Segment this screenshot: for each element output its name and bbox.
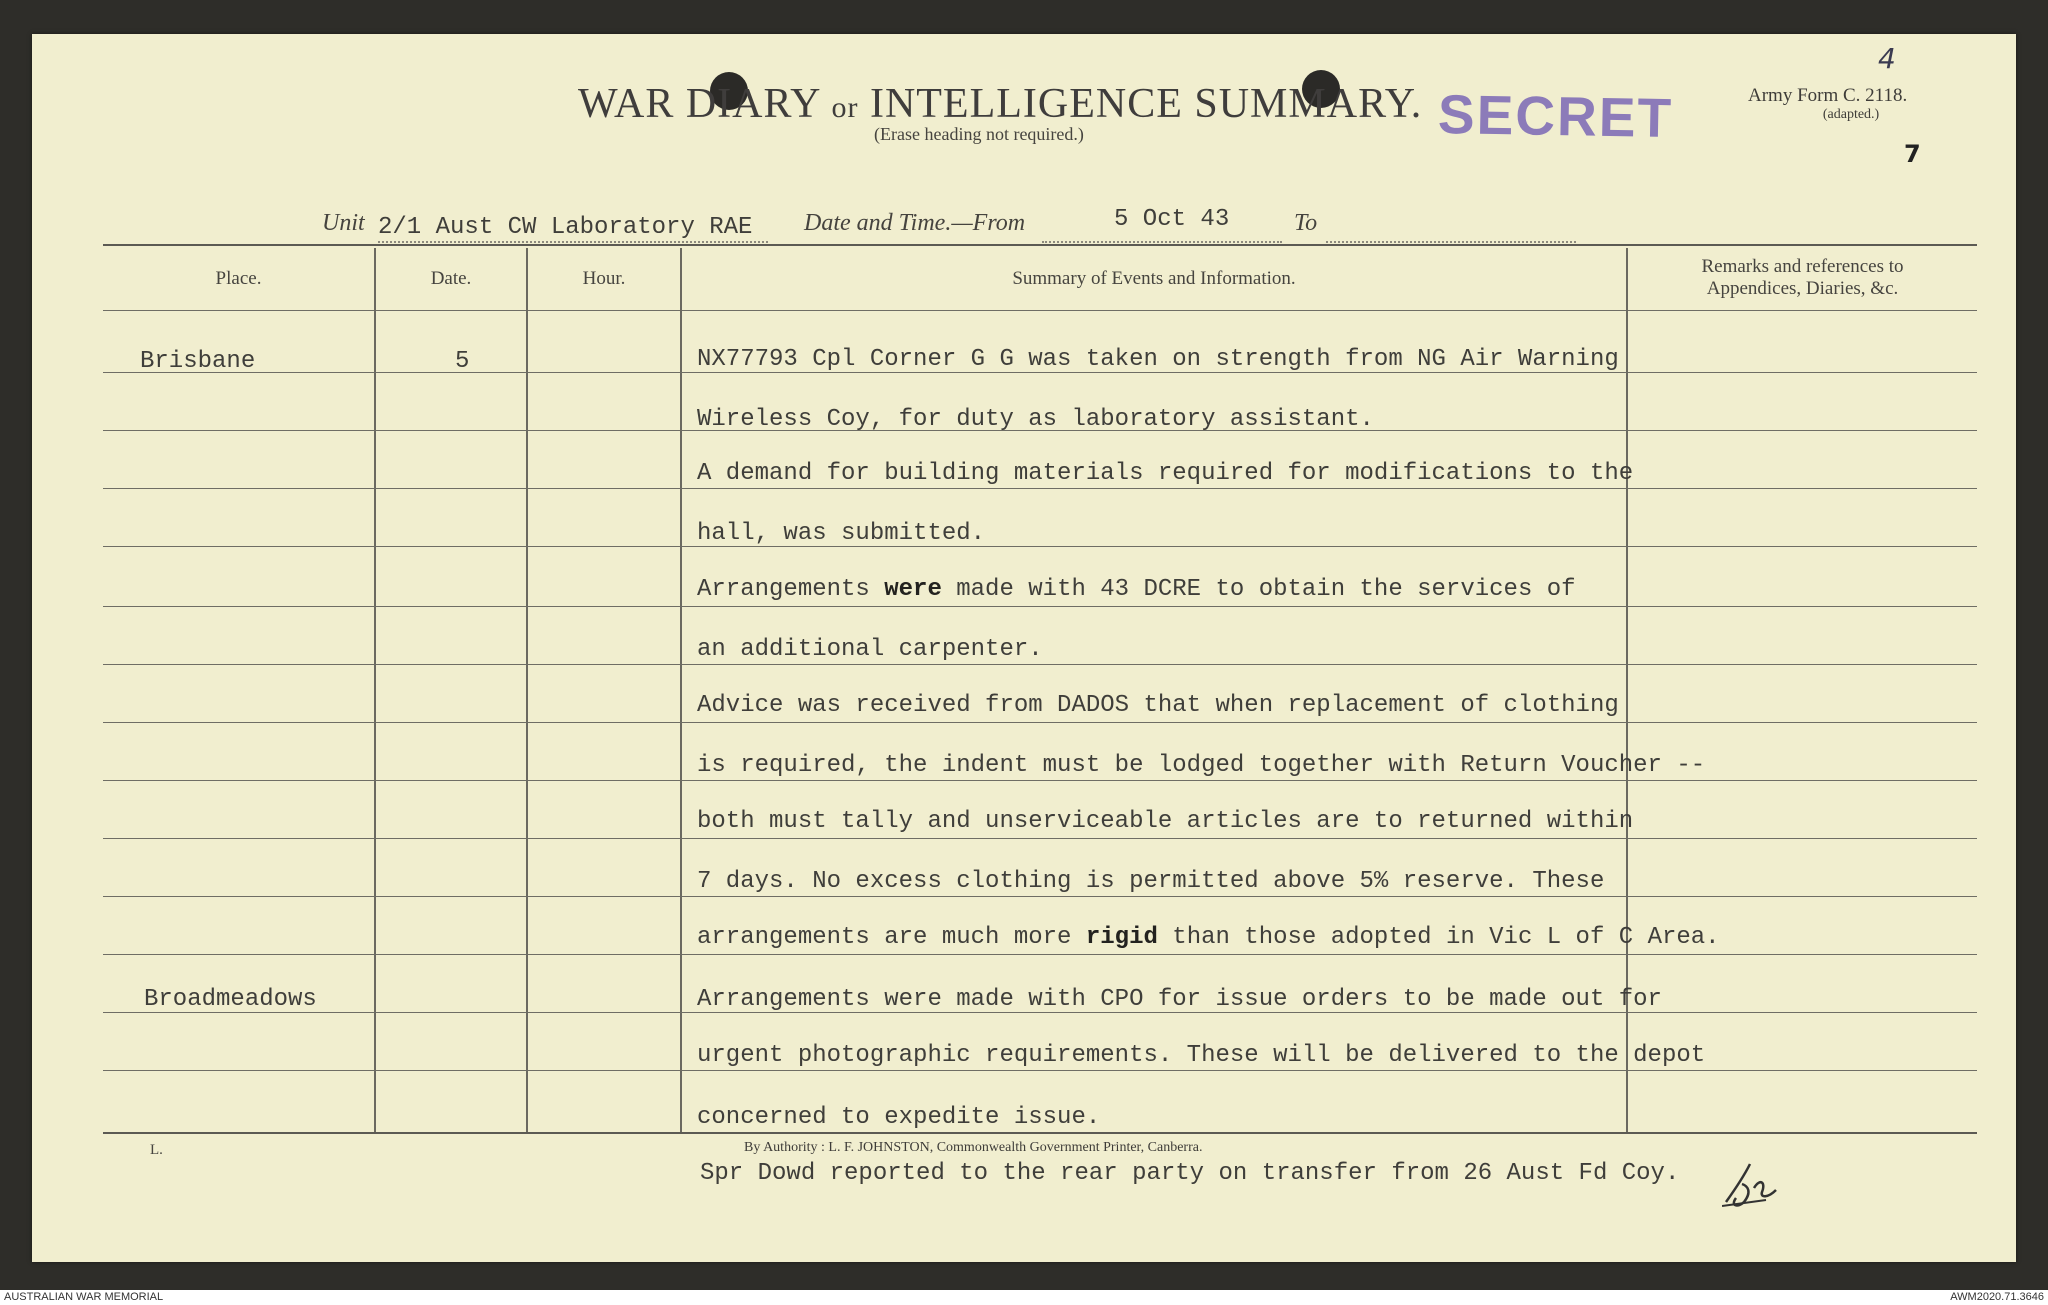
summary-line: is required, the indent must be lodged together with Return Voucher -- [697, 752, 1706, 779]
secret-stamp: SECRET [1437, 82, 1674, 150]
summary-line: Wireless Coy, for duty as laboratory assistant. [697, 406, 1374, 433]
table-bottom-rule [103, 1132, 1977, 1134]
column-divider-1 [374, 248, 376, 1132]
page-number: 4 [1878, 42, 1896, 75]
column-divider-2 [526, 248, 528, 1132]
printer-authority: By Authority : L. F. JOHNSTON, Commonwealth Government Printer, Canberra. [744, 1140, 1203, 1155]
column-header-date: Date. [430, 268, 472, 289]
summary-line: Arrangements were made with CPO for issue orders to be made out for [697, 986, 1662, 1013]
ruled-row-line [103, 488, 1977, 489]
archive-strip [0, 1290, 2048, 1305]
page-title: WAR DIARY or INTELLIGENCE SUMMARY. [578, 81, 1423, 127]
place-brisbane: Brisbane [140, 348, 256, 375]
ruled-row-line [103, 606, 1977, 607]
ruled-row-line [103, 780, 1977, 781]
summary-line: Arrangements were made with 43 DCRE to obtain the services of [697, 576, 1576, 603]
summary-line: A demand for building materials required for modifications to the [697, 460, 1634, 487]
to-label: To [1294, 210, 1318, 236]
emphasized-word: were [884, 576, 942, 603]
header-bottom-rule [103, 310, 1977, 311]
army-form-reference: Army Form C. 2118. (adapted.) [1748, 85, 1908, 122]
summary-line: both must tally and unserviceable articles are to returned within [697, 808, 1634, 835]
column-divider-3 [680, 248, 682, 1132]
ruled-row-line [103, 722, 1977, 723]
handwritten-initials [1722, 1158, 1782, 1210]
unit-dotted-line [378, 241, 768, 243]
summary-line: Advice was received from DADOS that when replacement of clothing [697, 692, 1619, 719]
page-subtitle: (Erase heading not required.) [874, 124, 1084, 144]
ruled-row-line [103, 896, 1977, 897]
summary-line: urgent photographic requirements. These will be delivered to the depot [697, 1042, 1706, 1069]
archive-label: AUSTRALIAN WAR MEMORIAL [4, 1291, 164, 1303]
summary-line: concerned to expedite issue. [697, 1104, 1101, 1131]
table-top-rule [103, 244, 1977, 246]
emphasized-word: rigid [1085, 924, 1158, 951]
summary-line: hall, was submitted. [697, 520, 986, 547]
column-header-place: Place. [215, 268, 262, 289]
unit-line [292, 206, 1582, 244]
form-code: L. [150, 1142, 163, 1158]
ruled-row-line [103, 954, 1977, 955]
summary-line: arrangements are much more rigid than those adopted in Vic L of C Area. [697, 924, 1720, 951]
column-header-remarks: Remarks and references to Appendices, Diaries, &c. [1701, 256, 1904, 299]
from-value: 5 Oct 43 [1114, 206, 1230, 233]
unit-value: 2/1 Aust CW Laboratory RAE [378, 214, 753, 241]
unit-label: Unit [322, 210, 365, 236]
ruled-row-line [103, 546, 1977, 547]
datetime-label: Date and Time.—From [804, 210, 1026, 236]
ruled-row-line [103, 664, 1977, 665]
summary-line: NX77793 Cpl Corner G G was taken on strength from NG Air Warning [697, 346, 1619, 373]
column-header-summary: Summary of Events and Information. [1012, 268, 1296, 289]
archive-reference: AWM2020.71.3646 [1950, 1291, 2044, 1303]
place-broadmeadows: Broadmeadows [144, 986, 317, 1013]
to-dotted-line [1326, 241, 1576, 243]
from-dotted-line [1042, 241, 1282, 243]
column-header-hour: Hour. [582, 268, 626, 289]
last-entry: Spr Dowd reported to the rear party on transfer from 26 Aust Fd Coy. [700, 1160, 1680, 1187]
ruled-row-line [103, 838, 1977, 839]
summary-line: 7 days. No excess clothing is permitted above 5% reserve. These [697, 868, 1605, 895]
ruled-row-line [103, 1070, 1977, 1071]
summary-line: an additional carpenter. [697, 636, 1043, 663]
handwritten-form-mark: 7 [1904, 140, 1921, 168]
date-value: 5 [455, 348, 470, 375]
